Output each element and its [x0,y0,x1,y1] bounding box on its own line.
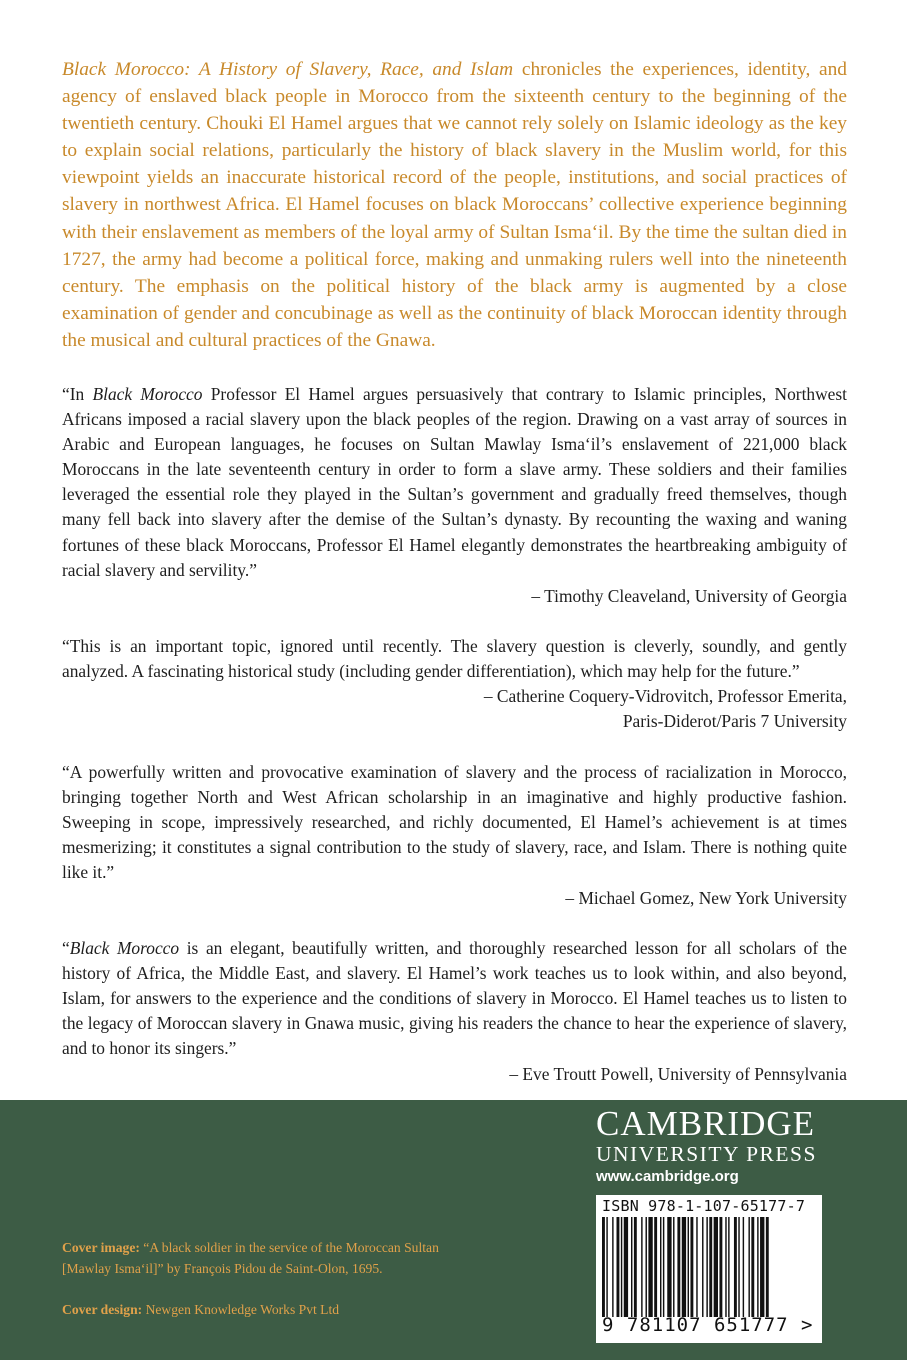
barcode-bar [663,1217,664,1317]
book-blurb [62,56,847,354]
barcode-bar [760,1217,764,1317]
barcode-bar [751,1217,754,1317]
barcode-bar [702,1217,703,1317]
barcode-bar [621,1217,622,1317]
barcode-bar [648,1217,652,1317]
barcode-bar [602,1217,605,1317]
cover-image-credit-line2: [Mawlay Isma‘il]” by François Pidou de Saint-Olon, 1695. [62,1261,383,1276]
barcode-bar [606,1217,607,1317]
publisher-url[interactable]: www.cambridge.org [596,1168,739,1185]
barcode-bar [696,1217,697,1317]
barcode-bar [673,1217,674,1317]
barcode-bar [690,1217,693,1317]
barcode-bar [682,1217,686,1317]
publisher-logo-line1: CAMBRIDGE [596,1104,816,1143]
barcode-bar [667,1217,671,1317]
barcode-bar [757,1217,758,1317]
barcode-bar [688,1217,689,1317]
barcode-bar [641,1217,642,1317]
review-quote-3: “A powerfully written and provocative examination of slavery and the process of racialization in Morocco, bringing together North and West African scholarship in an imaginative and highly productive fashion. Sweeping in scope, impressively researched, and richly documented, El Hamel’s achievement is at times mesmerizing; it constitutes a signal contribution to the study of slavery, race, and Islam. There is nothing quite like it.” [62,762,847,883]
barcode-bar [624,1217,628,1317]
barcode-bars [602,1217,816,1317]
barcode-bar [725,1217,726,1317]
isbn-label: ISBN 978-1-107-65177-7 [602,1197,806,1215]
barcode-bar [677,1217,680,1317]
quote-book-title: Black Morocco [69,938,180,958]
barcode-bar [706,1217,707,1317]
blurb-text: chronicles the experiences, identity, and agency of enslaved black people in Morocco from the sixteenth century to the beginning of the twentieth century. Chouki El Hamel argues that we cannot rely solely on Islamic ideology as the key to explain social relations, particularly the history of black slavery in the Muslim world, for this viewpoint yields an inaccurate historical record of the people, institutions, and social practices of slavery in northwest Africa. El Hamel focuses on black Moroccans’ collective experience beginning with their enslavement as members of the loyal army of Sultan Isma‘il. By the time the sultan died in 1727, the army had become a political force, making and unmaking rulers well into the nineteenth century. The emphasis on the political history of the black army is augmented by a close examination of gender and concubinage as well as the continuity of black Moroccan identity through the musical and cultural practices of the Gnawa. [62,59,847,351]
cover-design-credit: Cover design: Newgen Knowledge Works Pvt Ltd [62,1302,340,1317]
barcode-bar [709,1217,712,1317]
review-quote-1: “In Black Morocco Professor El Hamel argues persuasively that contrary to Islamic principles, Northwest Africans imposed a racial slavery upon the black peoples of the region. Drawing on a vast array of sources in Arabic and European languages, he focuses on Sultan Mawlay Isma‘il’s enslavement of 221,000 black Moroccans in the late seventeenth century in order to form a slave army. These soldiers and their families leveraged the essential role they played in the Sultan’s government and gradually freed themselves, though many fell back into slavery after the demise of the Sultan’s dynasty. By recounting the waxing and waning fortunes of these black Moroccans, Professor El Hamel elegantly demonstrates the heartbreaking ambiguity of racial slavery and servility.” [62,384,847,580]
barcode-bar [743,1217,744,1317]
barcode-bar [714,1217,718,1317]
review-attribution-4: – Eve Troutt Powell, University of Pennsylvania [509,1064,847,1084]
barcode-bar [766,1217,769,1317]
publisher-logo-line2: UNIVERSITY PRESS [596,1142,817,1166]
review-quote-2: “This is an important topic, ignored until recently. The slavery question is cleverly, soundly, and gently analyzed. A fascinating historical study (including gender differentiation), which may help for the future.” [62,636,847,682]
barcode-digits: 9 781107 651777 > [602,1314,814,1336]
review-quote-4: “Black Morocco is an elegant, beautifully written, and thoroughly researched lesson for all scholars of the history of Africa, the Middle East, and slavery. El Hamel’s work teaches us to look within, and also beyond, Islam, for answers to the experience and the conditions of slavery in Morocco. El Hamel teaches us to listen to the legacy of Moroccan slavery in Gnawa music, giving his readers the chance to hear the experience of slavery, and to honor its singers.” [62,938,847,1059]
barcode-bar [646,1217,647,1317]
barcode-bar [738,1217,739,1317]
cover-image-label: Cover image: [62,1240,140,1255]
barcode-bar [654,1217,657,1317]
isbn-barcode [596,1195,822,1343]
review-attribution-3: – Michael Gomez, New York University [565,888,847,908]
cover-design-label: Cover design: [62,1302,143,1317]
barcode-bar [734,1217,737,1317]
review-attribution-2a: – Catherine Coquery-Vidrovitch, Professor Emerita, [483,686,847,706]
barcode-bar [617,1217,620,1317]
book-title: Black Morocco: A History of Slavery, Race, and Islam [62,59,514,80]
barcode-bar [728,1217,729,1317]
review-attribution-2b: Paris-Diderot/Paris 7 University [622,711,847,731]
barcode-bar [660,1217,661,1317]
cover-image-credit: Cover image: “A black soldier in the service of the Moroccan Sultan [62,1240,439,1255]
review-attribution-1: – Timothy Cleaveland, University of Georgia [531,586,847,606]
barcode-bar [612,1217,613,1317]
barcode-bar [748,1217,749,1317]
barcode-bar [631,1217,632,1317]
quote-book-title: Black Morocco [92,384,203,404]
barcode-bar [634,1217,637,1317]
barcode-bar [719,1217,722,1317]
